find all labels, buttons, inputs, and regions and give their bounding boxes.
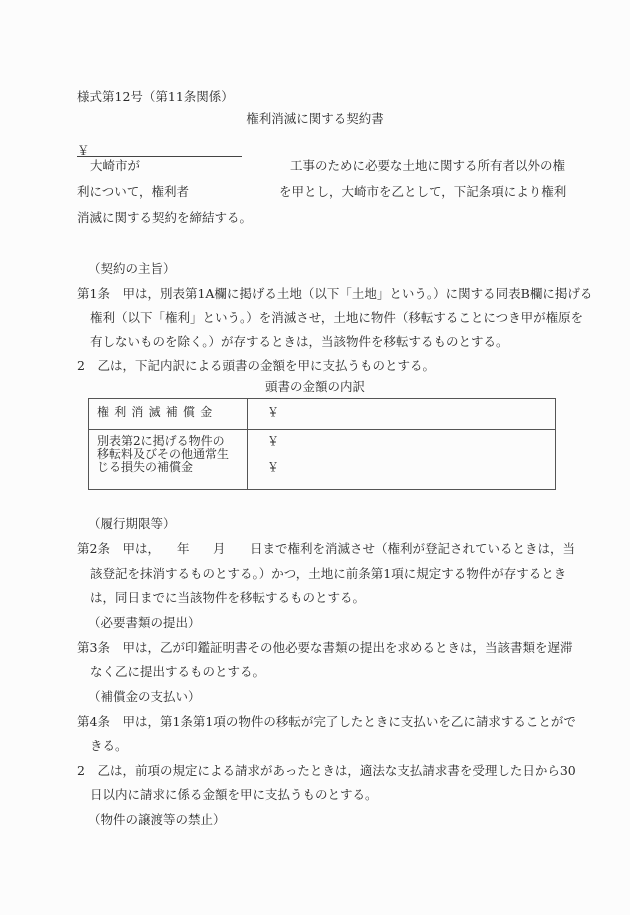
article1-item2: 2 乙は，下記内訳による頭書の金額を甲に支払うものとする。: [77, 358, 435, 373]
article4-line2: きる。: [90, 738, 128, 753]
row-amount: [248, 430, 556, 490]
article5-heading: （物件の譲渡等の禁止）: [88, 812, 226, 827]
preamble-line1-start: 大崎市が: [90, 158, 141, 173]
row-amount-value: ￥: [267, 460, 280, 474]
amount-field: [77, 142, 242, 157]
preamble-line3: 消滅に関する契約を締結する。: [77, 210, 253, 225]
row-label: [89, 430, 248, 490]
article4-line1: 第4条 甲は，第1条第1項の物件の移転が完了したときに支払いを乙に請求することがで: [77, 714, 576, 729]
article2-line2: 該登記を抹消するものとする。）かつ，土地に前条第1項に規定する物件が存するとき: [90, 566, 567, 581]
preamble-line2-start: 利について，権利者: [77, 184, 190, 199]
preamble-line2-end: を甲とし，大崎市を乙として，下記条項により権利: [279, 184, 567, 199]
article2-line3: は，同日までに当該物件を移転するものとする。: [90, 590, 366, 605]
table-row: [89, 430, 556, 490]
row-label-line: じる損失の補償金: [97, 460, 194, 474]
breakdown-table: [88, 398, 556, 490]
article2-year-label: 年: [177, 541, 190, 556]
row-label-line: 移転料及びその他通常生: [97, 447, 230, 461]
article2-heading: （履行期限等）: [88, 516, 176, 531]
row-amount: ￥: [248, 399, 556, 430]
preamble-line1-end: 工事のために必要な土地に関する所有者以外の権: [290, 158, 566, 173]
article4-heading: （補償金の支払い）: [88, 689, 201, 704]
article2-line1-prefix: 第2条 甲は，: [77, 541, 160, 556]
row-amount-value: ￥: [267, 434, 280, 448]
article1-line2: 権利（以下「権利」という。）を消滅させ，土地に物件（移転することにつき甲が権原を: [90, 310, 584, 325]
article1-line1: 第1条 甲は，別表第1A欄に掲げる土地（以下「土地」という。）に関する同表B欄に掲げる: [77, 286, 593, 301]
yen-symbol: ￥: [77, 143, 90, 158]
table-row: [89, 399, 556, 430]
row-label: 権利消滅補償金: [89, 399, 248, 430]
article1-heading: （契約の主旨）: [88, 261, 176, 276]
form-label: 様式第12号（第11条関係）: [77, 89, 234, 104]
article4-item2-line1: 2 乙は，前項の規定による請求があったときは，適法な支払請求書を受理した日から30: [77, 763, 576, 778]
article3-heading: （必要書類の提出）: [88, 615, 201, 630]
article4-item2-line2: 日以内に請求に係る金額を甲に支払うものとする。: [90, 787, 378, 802]
document-title: 権利消滅に関する契約書: [246, 111, 384, 126]
article3-line2: なく乙に提出するものとする。: [90, 664, 266, 679]
row-label-line: 別表第2に掲げる物件の: [97, 434, 225, 448]
breakdown-table-title: 頭書の金額の内訳: [264, 379, 365, 394]
article2-line1-suffix: 日まで権利を消滅させ（権利が登記されているときは，当: [250, 541, 576, 556]
article3-line1: 第3条 甲は，乙が印鑑証明書その他必要な書類の提出を求めるときは，当該書類を遅滞: [77, 640, 573, 655]
article2-month-label: 月: [213, 541, 226, 556]
article1-line3: 有しないものを除く。）が存するときは，当該物件を移転するものとする。: [90, 334, 509, 349]
